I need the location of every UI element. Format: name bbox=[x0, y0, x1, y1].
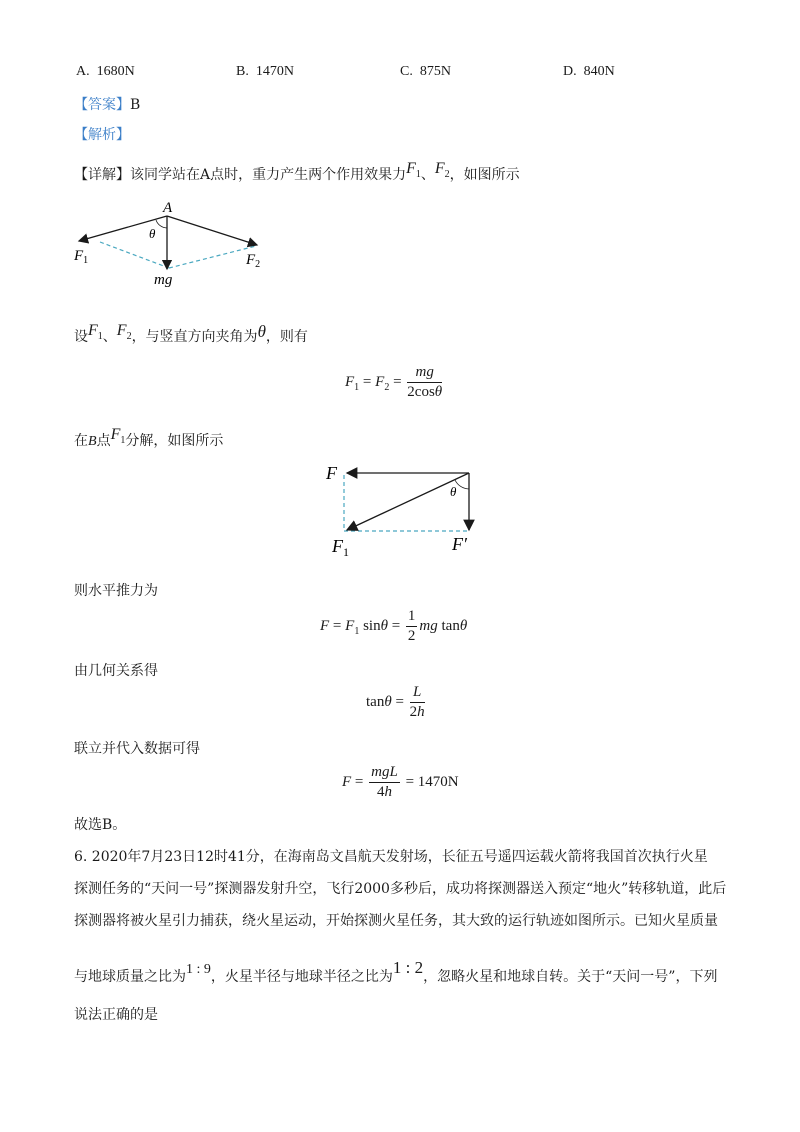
f1-arrow-b bbox=[347, 473, 469, 530]
theta-arc-b bbox=[455, 480, 469, 489]
f2-arrow bbox=[167, 216, 257, 245]
dashed-right bbox=[169, 246, 256, 268]
answer-value: B bbox=[130, 97, 141, 113]
answer-tag: 【答案】 bbox=[74, 97, 130, 113]
q6-line-5: 说法正确的是 bbox=[74, 1007, 158, 1023]
equation-4: F = $\frac{\text{mgL}}{4h}$ = 1470N bbox=[342, 764, 459, 800]
option-d: D. 840N bbox=[563, 64, 615, 79]
q6-line-4: 与地球质量之比为1 : 9，火星半径与地球半径之比为1 : 2，忽略火星和地球自转。关于“天问一号”，下列 bbox=[74, 958, 718, 985]
force-diagram-b bbox=[318, 455, 498, 563]
label-f: F bbox=[326, 463, 337, 483]
detail-line: 【详解】该同学站在A点时，重力产生两个作用效果力$F_1$、$F_2$，如图所示 bbox=[74, 160, 520, 183]
set-line: 设$F_1$、$F_2$，与竖直方向夹角为θ，则有 bbox=[74, 322, 308, 345]
geometry-line: 由几何关系得 bbox=[74, 663, 158, 679]
q6-line-1: 6. 2020年7月23日12时41分，在海南岛文昌航天发射场，长征五号遥四运载火箭将我国首次执行火星 bbox=[74, 849, 708, 865]
combine-line: 联立并代入数据可得 bbox=[74, 741, 200, 757]
dashed-left bbox=[100, 242, 169, 268]
equation-1: $F_1 = F_2$ = $\frac{mg}{2\cos\theta}$ bbox=[345, 364, 443, 400]
choose-line: 故选B。 bbox=[74, 817, 127, 833]
q6-line-3: 探测器将被火星引力捕获，绕火星运动，开始探测火星任务，其大致的运行轨迹如图所示。已知火星质量 bbox=[74, 913, 718, 929]
equation-2: $F = F_1$ sinθ = $\frac{1}{2}$ mg tanθ bbox=[320, 608, 468, 644]
q6-line-2: 探测任务的“天问一号”探测器发射升空，飞行2000多秒后，成功将探测器送入预定“地火”转移轨道，此后 bbox=[74, 881, 727, 897]
force-diagram-a bbox=[68, 196, 278, 288]
label-f1-b: $F_1$ bbox=[332, 536, 349, 559]
label-mg: mg bbox=[154, 272, 173, 288]
at-b-line: 在B点$F_1$分解，如图所示 bbox=[74, 426, 224, 449]
answer-line bbox=[74, 94, 140, 114]
option-a: A. 1680N bbox=[76, 64, 135, 79]
label-f2: $F_2$ bbox=[246, 252, 261, 270]
label-f1: $F_1$ bbox=[74, 248, 89, 266]
label-theta: θ bbox=[149, 226, 156, 241]
theta-arc bbox=[156, 220, 167, 228]
equation-3: tanθ = $\frac{L}{2h}$ bbox=[366, 684, 425, 720]
label-a: A bbox=[163, 200, 173, 216]
label-theta-b: θ bbox=[450, 484, 457, 499]
label-fprime: F′ bbox=[452, 534, 467, 554]
horizontal-push-line: 则水平推力为 bbox=[74, 583, 158, 599]
option-c: C. 875N bbox=[400, 64, 451, 79]
option-b: B. 1470N bbox=[236, 64, 294, 79]
analysis-tag: 【解析】 bbox=[74, 127, 130, 143]
